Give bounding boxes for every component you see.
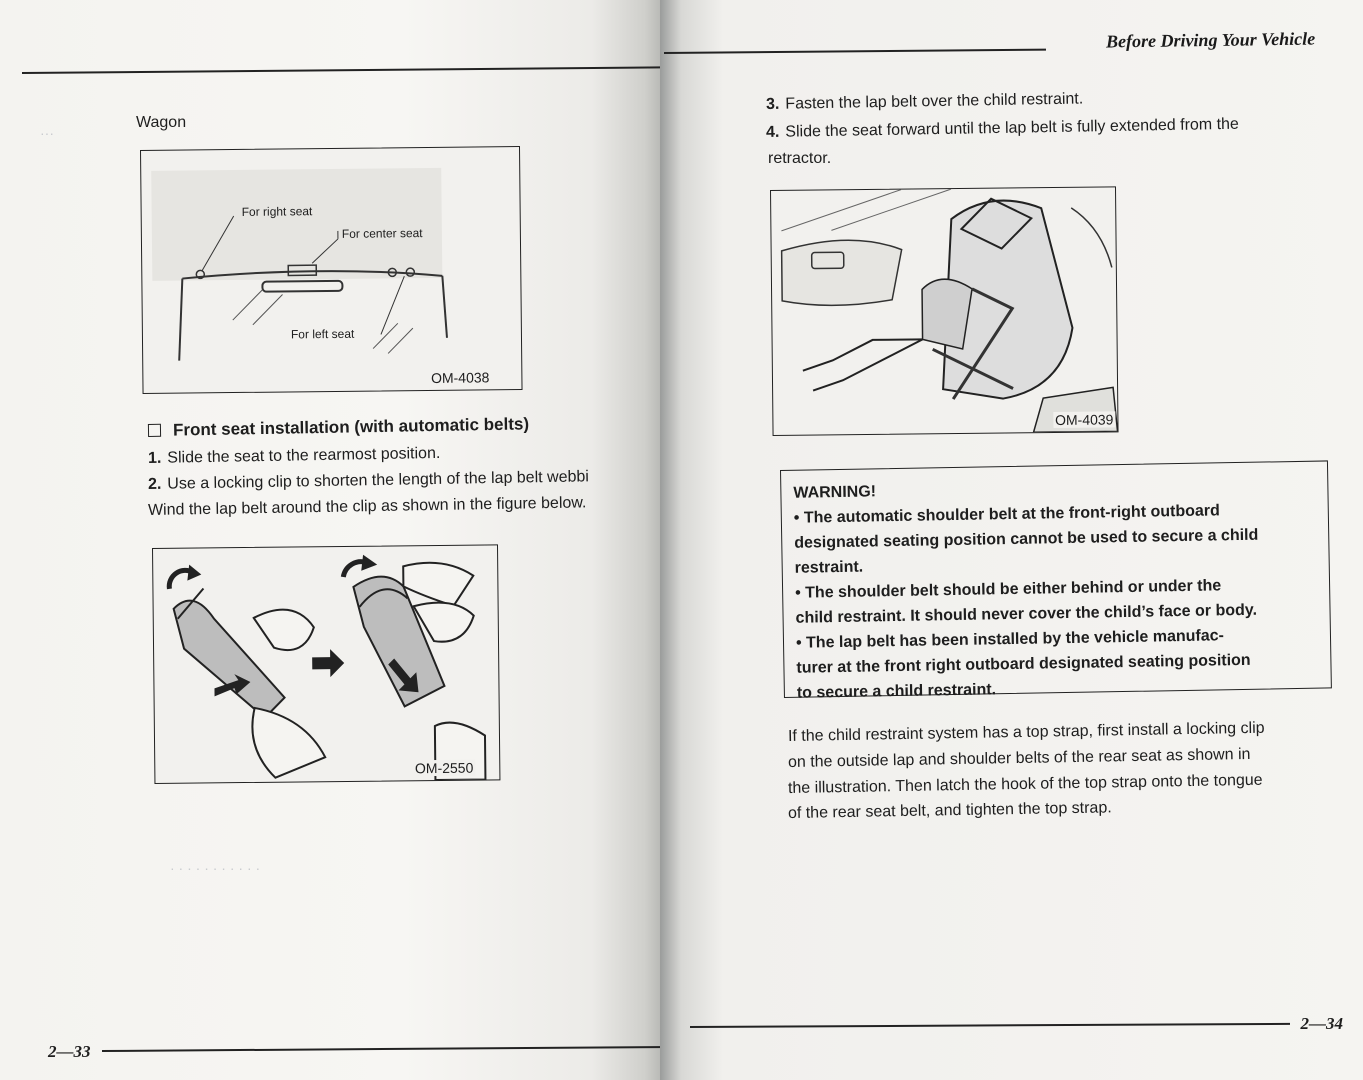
child-seat-illustration bbox=[771, 187, 1118, 435]
left-header-rule bbox=[22, 66, 662, 74]
warning-line-7: turer at the front right outboard designated seating position bbox=[796, 651, 1251, 677]
figure3-code: OM-4039 bbox=[1054, 411, 1114, 429]
step-1-text: Slide the seat to the rearmost position. bbox=[167, 444, 441, 467]
warning-line-6: • The lap belt has been installed by the vehicle manufac- bbox=[795, 627, 1225, 652]
child-seat-figure bbox=[770, 186, 1119, 436]
step-1 bbox=[148, 441, 441, 471]
section-heading-text: Front seat installation (with automatic belts) bbox=[172, 414, 530, 440]
step-3-text: Fasten the lap belt over the child restraint. bbox=[785, 90, 1084, 113]
running-header: Before Driving Your Vehicle bbox=[1105, 28, 1316, 52]
bleed-through-text-2: · · · · · · · · · · · bbox=[170, 860, 261, 876]
figure1-caption: Wagon bbox=[136, 114, 187, 131]
left-page-number: 2—33 bbox=[48, 1042, 91, 1061]
paragraph-line-1: If the child restraint system has a top strap, first install a locking clip bbox=[787, 719, 1265, 745]
step-1-number: 1. bbox=[147, 449, 162, 467]
figure2-code: OM-2550 bbox=[414, 759, 474, 777]
paragraph-line-4: of the rear seat belt, and tighten the top strap. bbox=[787, 799, 1112, 822]
bleed-through-text: ··· bbox=[40, 125, 54, 141]
locking-clip-illustration bbox=[153, 545, 499, 783]
warning-line-1: • The automatic shoulder belt at the front-right outboard bbox=[793, 502, 1220, 527]
right-page bbox=[660, 0, 1363, 1080]
warning-box bbox=[780, 460, 1332, 702]
warning-line-8: to secure a child restraint. bbox=[796, 681, 997, 702]
wagon-roof-illustration bbox=[141, 147, 522, 393]
locking-clip-figure bbox=[152, 544, 500, 784]
paragraph-line-3: the illustration. Then latch the hook of the top strap onto the tongue bbox=[787, 771, 1263, 797]
right-page-number: 2—34 bbox=[1300, 1014, 1343, 1033]
left-page bbox=[0, 0, 672, 1080]
wagon-anchor-figure bbox=[140, 146, 523, 394]
section-heading bbox=[148, 411, 529, 443]
step-4-text: Slide the seat forward until the lap belt is fully extended from the bbox=[785, 115, 1240, 141]
right-seat-label: For right seat bbox=[241, 204, 313, 219]
warning-line-5: child restraint. It should never cover the child’s face or body. bbox=[795, 601, 1258, 627]
warning-line-3: restraint. bbox=[794, 558, 864, 577]
step-4-number: 4. bbox=[765, 123, 780, 141]
paragraph-line-2: on the outside lap and shoulder belts of the rear seat as shown in bbox=[787, 745, 1251, 771]
step-2-continuation: Wind the lap belt around the clip as shown in the figure below. bbox=[147, 494, 587, 519]
step-2-text: Use a locking clip to shorten the length of the lap belt webbi bbox=[167, 468, 590, 493]
step-4-continuation: retractor. bbox=[768, 150, 832, 167]
center-seat-label: For center seat bbox=[341, 226, 423, 241]
step-3 bbox=[766, 86, 1084, 117]
step-2-number: 2. bbox=[147, 475, 162, 493]
warning-title: WARNING! bbox=[793, 483, 877, 502]
step-3-number: 3. bbox=[765, 95, 780, 113]
step-4 bbox=[766, 112, 1239, 145]
warning-line-4: • The shoulder belt should be either behind or under the bbox=[795, 577, 1222, 602]
left-seat-label: For left seat bbox=[290, 326, 355, 342]
warning-line-2: designated seating position cannot be used to secure a child bbox=[794, 526, 1259, 552]
right-footer-rule bbox=[690, 1023, 1290, 1028]
checkbox-icon bbox=[148, 424, 161, 437]
figure1-code: OM-4038 bbox=[430, 369, 490, 386]
left-footer-rule bbox=[102, 1046, 672, 1051]
right-header-rule bbox=[664, 49, 1046, 54]
